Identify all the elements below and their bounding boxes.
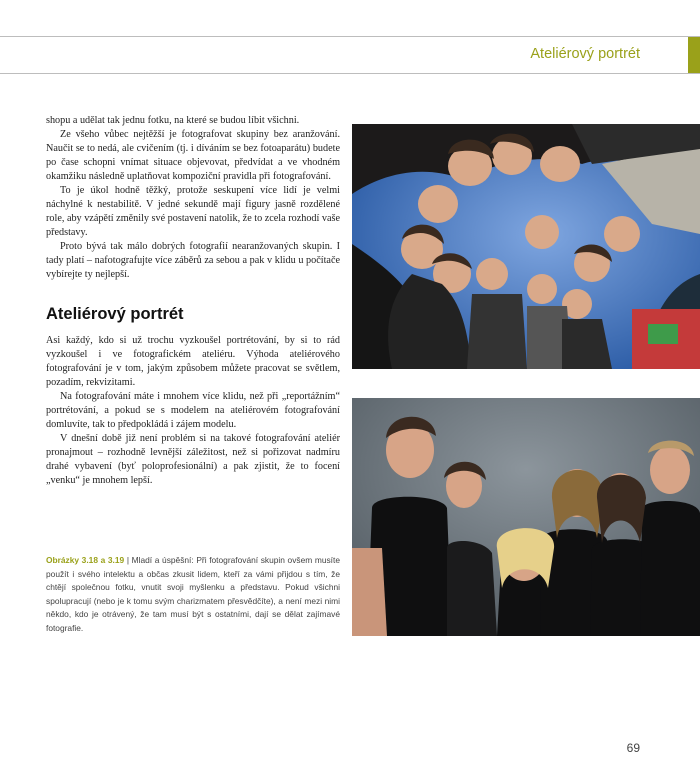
body-paragraph: V dnešní době již není problém si na takové fotografování ateliér pronajmout – rozhodně levnější záležitost, než si pořizovat nadmíru drahé vybavení (byť poloprofesionální) a pak zjistit, že to focení „venku“ je mnohem lepší. [46, 433, 340, 486]
body-paragraph: Asi každý, kdo si už trochu vyzkoušel portrétování, by si to rád vyzkoušel i ve fotografickém ateliéru. Výhoda ateliérového fotografování je v tom, jakým způsobem můžete pracovat se světlem, pozadím, rekvizitami. [46, 335, 340, 388]
body-paragraph: Proto bývá tak málo dobrých fotografií nearanžovaných skupin. I tady platí – nafotografujte více záběrů za sebou a pak v klidu u počítače vybírejte ty nejlepší. [46, 241, 340, 280]
photo-group-from-below [352, 124, 700, 369]
caption-separator: | [124, 555, 132, 565]
figure-caption [46, 554, 340, 635]
header-bottom-rule [0, 73, 700, 74]
body-paragraph: shopu a udělat tak jednu fotku, na které se budou líbit všichni. [46, 115, 300, 126]
caption-label: Obrázky 3.18 a 3.19 [46, 555, 125, 565]
caption-text: Mladí a úspěšní: Při fotografování skupin ovšem musíte použít i svého intelektu a občas zkusit lidem, kteří za vámi přijdou s tím, že chtějí společnou fotku, vnutit svoji myšlenku a představu. Pokud všichni spolupracují (nebo je k tomu svým charizmatem přesvědčíte), a není mezi nimi někdo, kdo je otrávený, že tam musí být s ostatními, dají se dělat zajímavé fotografie. [46, 555, 340, 633]
body-paragraph: Ze všeho vůbec nejtěžší je fotografovat skupiny bez aranžování. Naučit se to nedá, ale cvičením (tj. i díváním se bez fotoaparátu) budete po čase schopni vnímat situace objevovat, předvídat a ve vhodném okamžiku následně uplatňovat kompoziční pravidla při fotografování. [46, 129, 340, 182]
studio-photo-illustration [352, 398, 700, 636]
photo-studio-portrait [352, 398, 700, 636]
header-accent-tab [688, 37, 700, 73]
running-header-title: Ateliérový portrét [530, 46, 640, 62]
body-paragraph: To je úkol hodně těžký, protože seskupení více lidí je velmi náchylné k nestabilitě. V jedné sekundě mají figury jasně rozdělené role, aby vzápětí změnily své postavení natolik, že to zcela rozhodí vaše představy. [46, 185, 340, 238]
section-heading: Ateliérový portrét [46, 305, 184, 323]
body-text-column [46, 114, 340, 488]
body-paragraph: Na fotografování máte i mnohem více klidu, než při „reportážním“ portrétování, a pokud se s modelem na ateliérovém fotografování domluvíte, tak to předpokládá i zájem modelu. [46, 391, 340, 430]
group-photo-illustration [352, 124, 700, 369]
header-top-rule [0, 36, 700, 37]
page-number: 69 [626, 741, 640, 755]
